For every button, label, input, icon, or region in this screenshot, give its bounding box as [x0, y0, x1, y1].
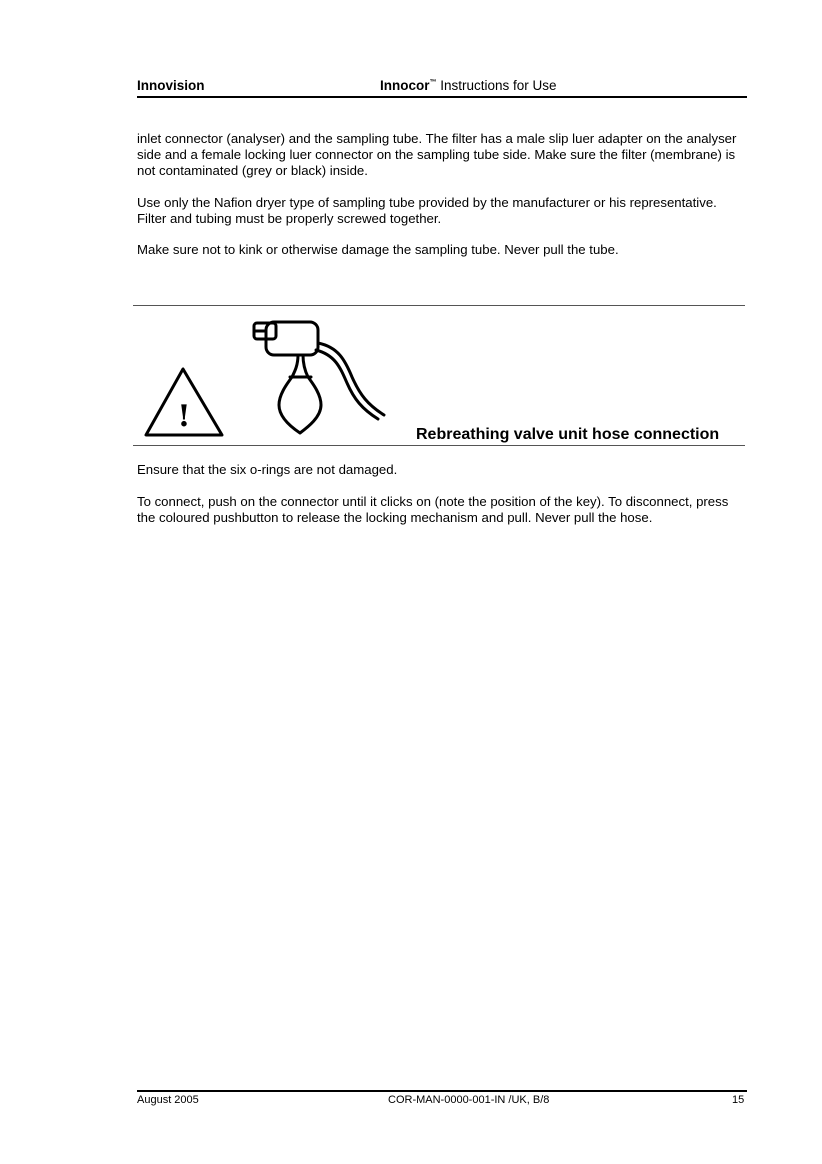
header-rule [137, 96, 747, 98]
body-paragraph-sampling-tube: Use only the Nafion dryer type of sampling tube provided by the manufacturer or his representative. Filter and tubing must be properly screwed together. [137, 195, 717, 226]
section-figure [140, 315, 400, 440]
header-title [380, 78, 557, 93]
section-top-rule [133, 305, 745, 306]
header-company: Innovision [137, 78, 205, 93]
header-product: Innocor [380, 78, 430, 93]
header-doc-title: Instructions for Use [436, 78, 557, 93]
trademark-symbol: ™ [429, 78, 437, 86]
body-paragraph-filter: inlet connector (analyser) and the sampling tube. The filter has a male slip luer adapter on the analyser side and a female locking luer connector on the sampling tube side. Make sure the filter (membrane) is not contaminated (grey or black) inside. [137, 131, 737, 178]
section-bottom-rule [133, 445, 745, 446]
svg-text:!: ! [177, 399, 191, 434]
warning-triangle-icon [140, 315, 400, 440]
page-number: 15 [732, 1094, 745, 1106]
section-title: Rebreathing valve unit hose connection [416, 426, 720, 443]
footer-rule [137, 1090, 747, 1092]
rebreathing-valve-hose-icon [254, 322, 384, 433]
body-paragraph-connect: To connect, push on the connector until it clicks on (note the position of the key). To disconnect, press the coloured pushbutton to release the locking mechanism and pull. Never pull the hose. [137, 494, 729, 525]
footer-date: August 2005 [137, 1094, 199, 1106]
body-paragraph-kink: Make sure not to kink or otherwise damage the sampling tube. Never pull the tube. [137, 242, 619, 257]
footer-doc-id: COR-MAN-0000-001-IN /UK, B/8 [388, 1094, 550, 1106]
body-paragraph-o-rings: Ensure that the six o-rings are not damaged. [137, 462, 398, 477]
page-header [137, 78, 747, 96]
